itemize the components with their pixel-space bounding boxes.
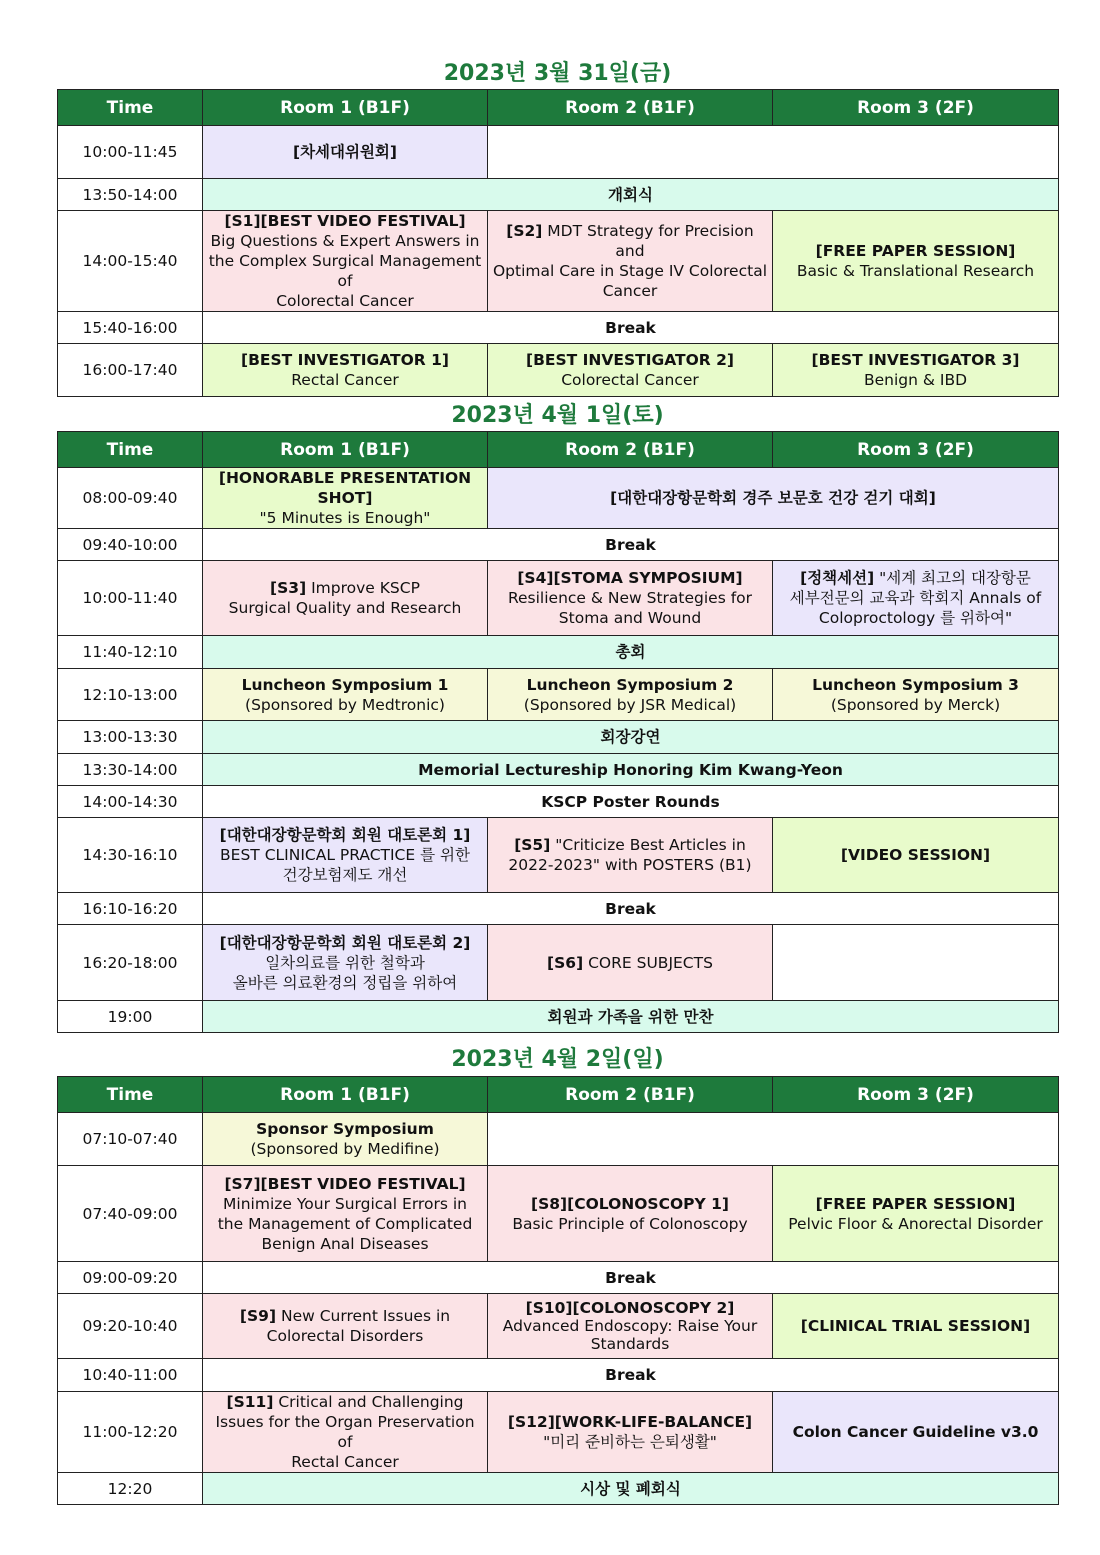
session-line: the Management of Complicated [217,1214,473,1233]
session-line: Colorectal Cancer [276,292,414,310]
session-title: [BEST INVESTIGATOR 2] [526,351,734,369]
schedule-table [57,89,1059,397]
session-line: Critical and Challenging [278,1393,464,1411]
session-cell [773,344,1059,397]
span-cell: Break [203,1262,1059,1294]
session-title: Luncheon Symposium 3 [812,675,1019,694]
session-title: [S8][COLONOSCOPY 1] [531,1194,729,1213]
session-title: [차세대위원회] [292,143,397,161]
session-title: [BEST INVESTIGATOR 3] [811,351,1020,369]
session-cell [488,1166,773,1262]
session-cell [203,925,488,1001]
session-line: Issues for the Organ Preservation of [215,1413,475,1451]
empty-cell [773,925,1059,1001]
session-line: the Complex Surgical Management of [208,252,482,290]
session-cell [488,1392,773,1473]
header-time: Time [58,90,203,126]
session-line: MDT Strategy for Precision and [547,222,754,260]
table-row [58,126,1059,179]
session-line: Colorectal Disorders [266,1327,424,1345]
schedule-table [57,1076,1059,1505]
session-cell [488,211,773,312]
session-line: Advanced Endoscopy: Raise Your [502,1317,758,1335]
table-row [58,468,1059,529]
session-line: CORE SUBJECTS [588,953,713,972]
time-cell: 19:00 [58,1001,203,1033]
time-cell: 08:00-09:40 [58,468,203,529]
table-row [58,818,1059,893]
table-row [58,893,1059,925]
span-cell: Break [203,1359,1059,1392]
header-row [58,1077,1059,1113]
session-title: [정책세션] [800,569,875,587]
session-line: 2022-2023" with POSTERS (B1) [508,856,752,874]
time-cell: 10:00-11:45 [58,126,203,179]
session-line: Basic Principle of Colonoscopy [512,1214,748,1233]
time-cell: 14:00-15:40 [58,211,203,312]
session-title: [대한대장항문학회 회원 대토론회 2] [219,933,471,952]
table-row [58,529,1059,561]
table-row [58,344,1059,397]
span-cell: 총회 [203,636,1059,669]
session-cell [488,669,773,721]
session-cell [773,1166,1059,1262]
span-cell: 회장강연 [203,721,1059,754]
session-title: [S4][STOMA SYMPOSIUM] [517,569,743,587]
time-cell: 12:20 [58,1473,203,1505]
session-title: [S2] [506,222,543,240]
session-cell [203,126,488,179]
table-row [58,1262,1059,1294]
session-line: Improve KSCP [311,579,420,597]
session-title: [FREE PAPER SESSION] [815,242,1016,260]
session-line: 세부전문의 교육과 학회지 Annals of [789,589,1042,607]
session-line: Stoma and Wound [558,609,702,627]
session-cell [773,1294,1059,1359]
span-cell: Break [203,312,1059,344]
session-line: (Sponsored by Merck) [830,695,1001,714]
session-line: "Criticize Best Articles in [555,836,746,854]
session-title: Colon Cancer Guideline v3.0 [792,1423,1039,1441]
session-line: Rectal Cancer [291,1453,399,1471]
session-title: [S5] [514,836,551,854]
session-line: "미리 준비하는 은퇴생활" [543,1433,717,1451]
time-cell: 15:40-16:00 [58,312,203,344]
day-title: 2023년 3월 31일(금) [443,61,672,86]
header-room1: Room 1 (B1F) [203,90,488,126]
time-cell: 16:10-16:20 [58,893,203,925]
session-cell [488,344,773,397]
table-row [58,1113,1059,1166]
table-row [58,1294,1059,1359]
session-title: [대한대장항문학회 경주 보문호 건강 걷기 대회] [610,489,936,507]
session-cell [773,211,1059,312]
header-row [58,432,1059,468]
session-title: [S11] [226,1393,274,1411]
time-cell: 07:40-09:00 [58,1166,203,1262]
day-title: 2023년 4월 1일(토) [451,403,664,428]
time-cell: 13:50-14:00 [58,179,203,211]
time-cell: 12:10-13:00 [58,669,203,721]
header-room1: Room 1 (B1F) [203,1077,488,1113]
span-cell: Memorial Lectureship Honoring Kim Kwang-Yeon [203,754,1059,786]
time-cell: 10:40-11:00 [58,1359,203,1392]
time-cell: 11:00-12:20 [58,1392,203,1473]
session-title: Luncheon Symposium 1 [241,675,449,694]
session-title: [S7][BEST VIDEO FESTIVAL] [224,1174,466,1193]
session-cell [488,561,773,636]
session-title: [S3] [270,579,307,597]
session-cell [488,1294,773,1359]
span-cell: KSCP Poster Rounds [203,786,1059,818]
table-row [58,561,1059,636]
session-line: Standards [590,1335,670,1353]
empty-cell [488,126,1059,179]
session-title: [CLINICAL TRIAL SESSION] [800,1317,1031,1335]
session-line: Big Questions & Expert Answers in [210,232,480,250]
session-cell [203,669,488,721]
session-title: [S10][COLONOSCOPY 2] [525,1299,735,1317]
table-row [58,1359,1059,1392]
table-row [58,925,1059,1001]
span-cell: 시상 및 폐회식 [203,1473,1059,1505]
session-cell [203,211,488,312]
session-cell [203,561,488,636]
session-cell [203,468,488,529]
header-row [58,90,1059,126]
session-title: [HONORABLE PRESENTATION SHOT] [218,469,472,507]
table-row [58,669,1059,721]
header-room2: Room 2 (B1F) [488,90,773,126]
session-line: Rectal Cancer [291,371,399,389]
table-row [58,211,1059,312]
session-line: Benign & IBD [863,371,968,389]
time-cell: 16:20-18:00 [58,925,203,1001]
session-title: [대한대장항문학회 회원 대토론회 1] [219,826,471,844]
span-cell: Break [203,529,1059,561]
empty-cell [488,1113,1059,1166]
table-row [58,179,1059,211]
time-cell: 16:00-17:40 [58,344,203,397]
session-line: 건강보험제도 개선 [282,866,408,884]
time-cell: 09:00-09:20 [58,1262,203,1294]
table-row [58,721,1059,754]
session-line: (Sponsored by Medtronic) [245,695,445,714]
session-line: New Current Issues in [280,1307,451,1325]
session-cell [203,1392,488,1473]
session-line: Cancer [602,282,658,300]
time-cell: 10:00-11:40 [58,561,203,636]
session-line: Coloproctology 를 위하여" [818,609,1013,627]
session-cell [488,818,773,893]
table-row [58,1392,1059,1473]
schedule-table [57,431,1059,1033]
session-title: [S9] [239,1307,277,1325]
header-room2: Room 2 (B1F) [488,1077,773,1113]
session-line: Basic & Translational Research [796,262,1035,280]
session-title: [S12][WORK-LIFE-BALANCE] [507,1413,753,1431]
table-row [58,312,1059,344]
session-title: [FREE PAPER SESSION] [815,1194,1016,1213]
session-cell [488,468,1059,529]
header-room2: Room 2 (B1F) [488,432,773,468]
session-cell [203,1294,488,1359]
session-line: "5 Minutes is Enough" [259,509,431,527]
span-cell: 개회식 [203,179,1059,211]
session-cell [773,561,1059,636]
session-cell [773,669,1059,721]
session-cell [488,925,773,1001]
span-cell: 회원과 가족을 위한 만찬 [203,1001,1059,1033]
time-cell: 14:30-16:10 [58,818,203,893]
time-cell: 07:10-07:40 [58,1113,203,1166]
session-line: "세계 최고의 대장항문 [879,569,1031,587]
session-line: Benign Anal Diseases [261,1234,429,1253]
session-line: (Sponsored by Medifine) [250,1140,440,1158]
session-title: [BEST INVESTIGATOR 1] [241,351,449,369]
session-line: Pelvic Floor & Anorectal Disorder [788,1214,1043,1233]
day-title: 2023년 4월 2일(일) [451,1047,664,1072]
session-title: Sponsor Symposium [256,1120,434,1138]
table-row [58,1166,1059,1262]
header-time: Time [58,1077,203,1113]
session-line: Colorectal Cancer [561,371,699,389]
session-cell [203,1113,488,1166]
time-cell: 09:40-10:00 [58,529,203,561]
header-time: Time [58,432,203,468]
table-row [58,636,1059,669]
header-room3: Room 3 (2F) [773,90,1059,126]
time-cell: 13:00-13:30 [58,721,203,754]
session-title: [S1][BEST VIDEO FESTIVAL] [224,212,466,230]
session-line: Optimal Care in Stage IV Colorectal [492,262,767,280]
table-row [58,754,1059,786]
session-cell [203,1166,488,1262]
session-cell [773,1392,1059,1473]
session-line: BEST CLINICAL PRACTICE 를 위한 [220,846,470,864]
table-row [58,786,1059,818]
session-line: 일차의료를 위한 철학과 [265,953,425,972]
session-cell [203,344,488,397]
session-cell [773,818,1059,893]
span-cell: Break [203,893,1059,925]
session-title: [S6] [547,953,584,972]
session-cell [203,818,488,893]
session-title: [VIDEO SESSION] [840,846,991,864]
session-line: (Sponsored by JSR Medical) [523,695,737,714]
header-room3: Room 3 (2F) [773,432,1059,468]
time-cell: 13:30-14:00 [58,754,203,786]
time-cell: 14:00-14:30 [58,786,203,818]
session-line: Resilience & New Strategies for [507,589,753,607]
header-room1: Room 1 (B1F) [203,432,488,468]
table-row [58,1001,1059,1033]
table-row [58,1473,1059,1505]
header-room3: Room 3 (2F) [773,1077,1059,1113]
session-line: 올바른 의료환경의 정립을 위하여 [232,973,458,992]
time-cell: 09:20-10:40 [58,1294,203,1359]
session-line: Surgical Quality and Research [228,599,462,617]
session-title: Luncheon Symposium 2 [526,675,734,694]
session-line: Minimize Your Surgical Errors in [223,1194,467,1213]
time-cell: 11:40-12:10 [58,636,203,669]
